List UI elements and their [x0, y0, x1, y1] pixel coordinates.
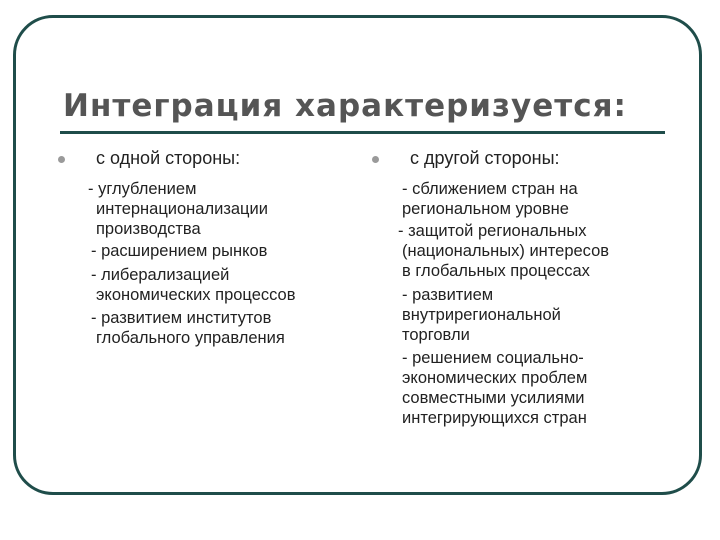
title-divider [60, 131, 665, 134]
list-item: - расширением рынков [91, 242, 268, 260]
slide-title: Интеграция характеризуется: [63, 88, 627, 124]
list-item: региональном уровне [402, 200, 569, 218]
list-item: в глобальных процессах [402, 262, 590, 280]
list-item: интегрирующихся стран [402, 409, 587, 427]
list-item: глобального управления [96, 329, 285, 347]
list-item: интернационализации [96, 200, 268, 218]
bullet-icon [58, 156, 65, 163]
list-item: (национальных) интересов [402, 242, 610, 260]
list-item: - сближением стран на [402, 180, 578, 198]
list-item: - развитием [402, 286, 494, 304]
list-item: производства [96, 220, 201, 238]
list-item: - либерализацией [91, 266, 230, 284]
right-lead-text: с другой стороны: [410, 148, 560, 168]
list-item: экономических процессов [96, 286, 296, 304]
list-item: - защитой региональных [398, 222, 587, 240]
list-item: - решением социально- [402, 349, 584, 367]
list-item: торговли [402, 326, 470, 344]
list-item: совместными усилиями [402, 389, 585, 407]
list-item: - развитием институтов [91, 309, 272, 327]
list-item: внутрирегиональной [402, 306, 561, 324]
list-item: экономических проблем [402, 369, 588, 387]
left-lead-text: с одной стороны: [96, 148, 241, 168]
list-item: - углублением [88, 180, 197, 198]
bullet-icon [372, 156, 379, 163]
